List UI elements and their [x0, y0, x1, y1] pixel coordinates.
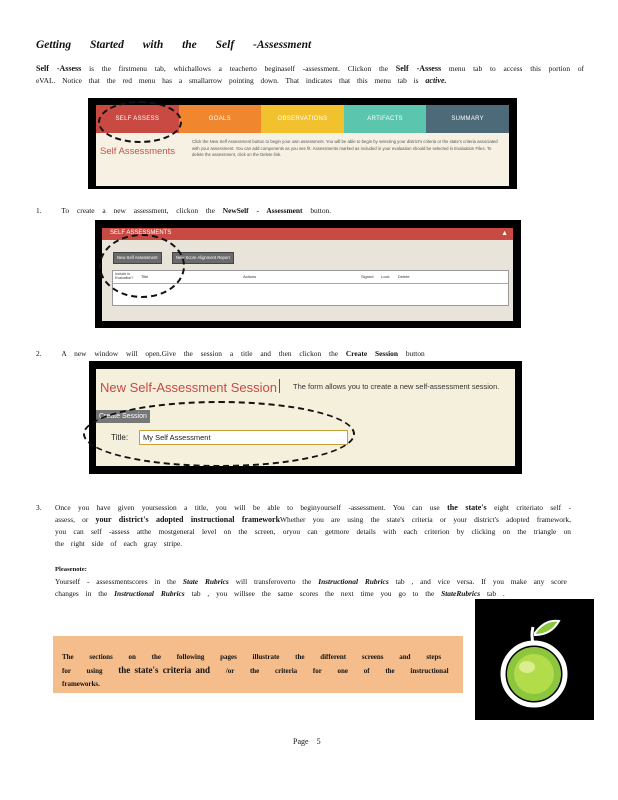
step-text-2: eight criteriato self -assess, or	[55, 503, 571, 524]
new-session-description: The form allows you to create a new self-assessment session.	[293, 382, 500, 391]
intro-text-1: is the firstmenu tab, whichallows a teacherto beginaself -assessment. Clickon the	[89, 64, 388, 73]
step-2	[36, 348, 425, 360]
note-paragraph	[55, 576, 573, 600]
states-term: the state's	[447, 503, 487, 512]
screenshot-menu-tabs	[88, 98, 517, 189]
note-text-1: Yourself - assessmentscores in the	[55, 577, 177, 586]
apple-icon	[475, 599, 594, 720]
title-input[interactable]: My Self Assessment	[139, 430, 348, 445]
instructional-rubrics-term-2: Instructional Rubrics	[114, 589, 185, 598]
self-assess-term: Self -Assess	[36, 64, 82, 73]
new-self-assessment-term: NewSelf - Assessment	[222, 206, 303, 215]
divider	[279, 379, 280, 393]
step-number: 2.	[36, 349, 42, 358]
highlight-ellipse	[98, 101, 182, 143]
title-label: Title:	[111, 433, 129, 442]
create-session-term: Create Session	[345, 349, 398, 358]
district-framework-term: your district's adopted instructional framework	[95, 515, 281, 524]
column-lock: Lock	[381, 274, 390, 279]
page-footer	[293, 737, 321, 746]
step-text-end: button.	[310, 206, 332, 215]
callout-text-1: The sections on the following pages illustrate the different screens and steps for using	[62, 653, 442, 675]
screenshot-self-assessments	[95, 220, 521, 328]
self-assess-term-2: Self -Assess	[395, 64, 442, 73]
tab-self-assess[interactable]: SELF ASSESS	[96, 105, 179, 133]
note-heading: Pleasenote:	[55, 566, 87, 573]
intro-text-2: menu tab to access this portion of eVAL. Notice that the red menu has a smallarrow pointing down. That indicates that this menu tab is	[36, 64, 584, 85]
new-session-heading: New Self-Assessment Session	[100, 380, 278, 395]
callout-text	[62, 651, 457, 691]
callout-bold: the state's criteria and	[118, 665, 211, 675]
step-text: To create a new assessment, clickon the	[61, 206, 215, 215]
column-signed: Signed	[361, 274, 374, 279]
step-text-end: button	[405, 349, 425, 358]
collapse-triangle-icon[interactable]: ▲	[501, 229, 508, 237]
note-text-5: tab .	[487, 589, 505, 598]
column-title: Title	[141, 274, 149, 279]
callout-text-2: /or the criteria for one of the instructional frameworks.	[62, 667, 449, 688]
column-include: Include in Evaluation?	[115, 272, 134, 280]
intro-paragraph	[36, 63, 584, 87]
step-3-number: 3.	[36, 503, 42, 512]
page-number: 5	[316, 737, 321, 746]
tab-artifacts[interactable]: ARTIFACTS	[344, 105, 427, 133]
callout-box	[53, 636, 463, 693]
tab-summary[interactable]: SUMMARY	[426, 105, 509, 133]
new-self-assessment-button[interactable]: New Self Assessment	[113, 252, 162, 264]
create-session-button[interactable]: Create Session	[96, 410, 150, 423]
column-delete: Delete	[398, 274, 410, 279]
step-text: Once you have given yoursession a title, you will be able to beginyourself -assessment. You can use	[55, 503, 440, 512]
tab-observations[interactable]: OBSERVATIONS	[261, 105, 344, 133]
screenshot-new-session	[89, 361, 522, 474]
note-text-2: will transferoverto the	[235, 577, 312, 586]
note-text-3: tab , and vice versa. If you make any score changes in the	[55, 577, 567, 598]
step-3	[55, 502, 571, 550]
note-text-4: tab , you willsee the same scores the next time you go to the	[191, 589, 435, 598]
step-1	[36, 205, 331, 217]
apple-logo	[475, 599, 594, 720]
instructional-rubrics-term: Instructional Rubrics	[318, 577, 389, 586]
highlight-ellipse	[83, 401, 355, 467]
column-actions: Actions	[243, 274, 257, 279]
page-label: Page	[293, 737, 309, 746]
page-title: Getting Started with the Self -Assessment	[36, 39, 312, 51]
self-assessments-instructions: Click the New Self Assessment button to begin your own assessment. You will be able to begin by selecting your district's criteria or the state's criteria associated with your assessment. You can add components as you see fit. Assessments marked as included in your evaluation should be selected in Evaluation Files. To delete the assessment, click on the Delete link.	[192, 139, 498, 158]
step-number: 1.	[36, 206, 42, 215]
panel-header-title: SELF ASSESSMENTS	[110, 230, 172, 236]
active-term: active.	[425, 76, 447, 85]
state-rubrics-term-2: StateRubrics	[441, 589, 481, 598]
new-score-alignment-report-button[interactable]: New Score Alignment Report	[172, 252, 234, 264]
self-assessments-heading: Self Assessments	[100, 146, 175, 157]
tab-goals[interactable]: GOALS	[179, 105, 262, 133]
step-text-3: Whether you are using the state's criteria or your district's adopted framework, you can self -assess atthe mostgeneral level on the screen, oryou can getmore details with each criterion by clicking on the triangle on the right side of each gray stripe.	[55, 515, 571, 548]
step-text: A new window will open.Give the session a title and then clickon the	[61, 349, 339, 358]
highlight-ellipse	[99, 234, 185, 298]
state-rubrics-term: State Rubrics	[182, 577, 229, 586]
